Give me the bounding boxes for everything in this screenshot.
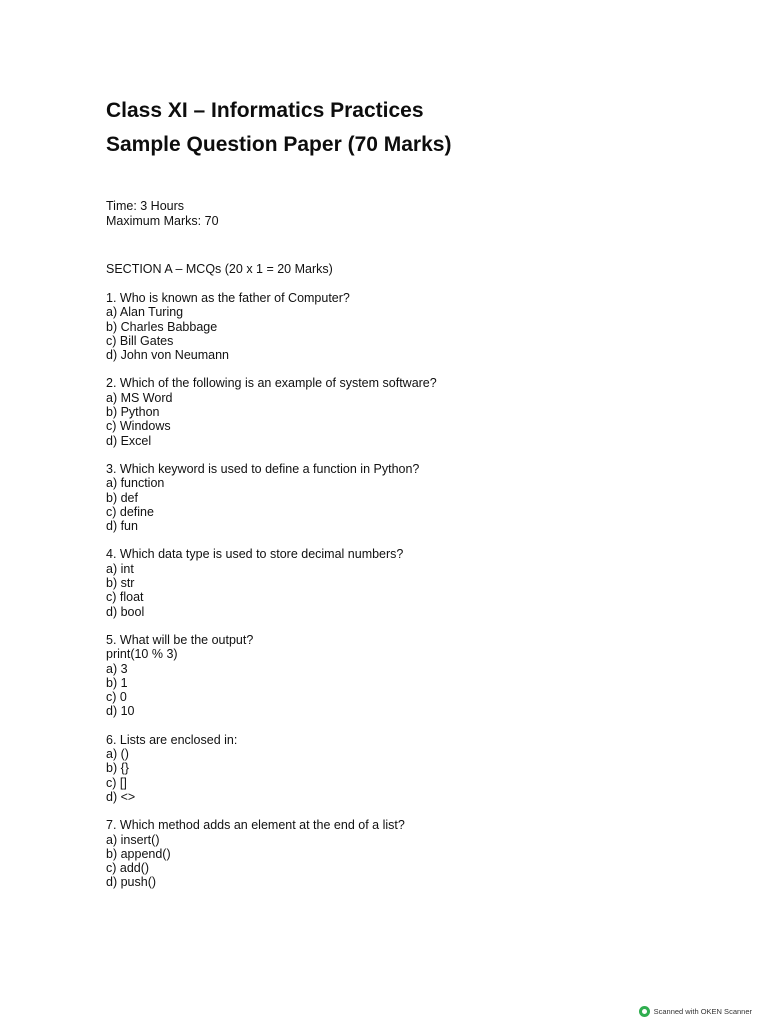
scanner-watermark xyxy=(639,1006,752,1017)
question-block xyxy=(106,547,726,618)
scanner-logo-icon xyxy=(639,1006,650,1017)
question-line: a) int xyxy=(106,561,134,576)
question-line: print(10 % 3) xyxy=(106,647,178,662)
question-text: 6. Lists are enclosed in: xyxy=(106,732,238,747)
question-list xyxy=(106,291,726,890)
question-text: 7. Which method adds an element at the end of a list? xyxy=(106,818,405,833)
question-line: d) fun xyxy=(106,519,138,534)
question-text: 4. Which data type is used to store decimal numbers? xyxy=(106,547,404,562)
question-line: b) def xyxy=(106,490,138,505)
question-line: a) MS Word xyxy=(106,390,173,405)
question-line: b) append() xyxy=(106,846,171,861)
question-line: c) Windows xyxy=(106,419,171,434)
question-line: d) push() xyxy=(106,875,157,890)
question-line: d) John von Neumann xyxy=(106,348,229,363)
question-line: a) function xyxy=(106,476,165,491)
question-line: a) Alan Turing xyxy=(106,305,184,320)
question-block xyxy=(106,291,726,362)
question-line: b) str xyxy=(106,576,135,591)
question-line: c) 0 xyxy=(106,690,127,705)
question-line: a) insert() xyxy=(106,832,160,847)
question-text: 1. Who is known as the father of Computer? xyxy=(106,291,350,305)
question-paper xyxy=(106,94,726,904)
question-text: 5. What will be the output? xyxy=(106,632,254,647)
question-line: d) 10 xyxy=(106,704,135,719)
section-a-heading: SECTION A – MCQs (20 x 1 = 20 Marks) xyxy=(106,262,333,276)
scanner-label: Scanned with OKEN Scanner xyxy=(653,1007,752,1016)
question-block xyxy=(106,733,726,804)
question-block xyxy=(106,462,726,533)
paper-title-line-2: Sample Question Paper (70 Marks) xyxy=(106,133,452,156)
question-line: b) Charles Babbage xyxy=(106,319,218,334)
question-line: c) add() xyxy=(106,861,150,876)
question-text: 3. Which keyword is used to define a function in Python? xyxy=(106,461,420,476)
question-line: b) Python xyxy=(106,405,160,420)
question-line: c) Bill Gates xyxy=(106,333,174,348)
question-line: a) 3 xyxy=(106,661,128,676)
question-line: c) float xyxy=(106,590,144,605)
paper-meta xyxy=(106,199,726,229)
question-block xyxy=(106,633,726,719)
question-block xyxy=(106,376,726,447)
question-line: c) define xyxy=(106,504,154,519)
time-label: Time: 3 Hours xyxy=(106,199,185,213)
question-line: b) 1 xyxy=(106,675,128,690)
max-marks-label: Maximum Marks: 70 xyxy=(106,214,219,228)
question-line: c) [] xyxy=(106,775,127,790)
question-line: d) Excel xyxy=(106,433,152,448)
paper-title-line-1: Class XI – Informatics Practices xyxy=(106,99,424,122)
question-line: d) <> xyxy=(106,789,136,804)
question-line: d) bool xyxy=(106,604,145,619)
question-text: 2. Which of the following is an example of system software? xyxy=(106,376,437,391)
question-line: a) () xyxy=(106,747,129,762)
question-block xyxy=(106,818,726,889)
question-line: b) {} xyxy=(106,761,129,776)
